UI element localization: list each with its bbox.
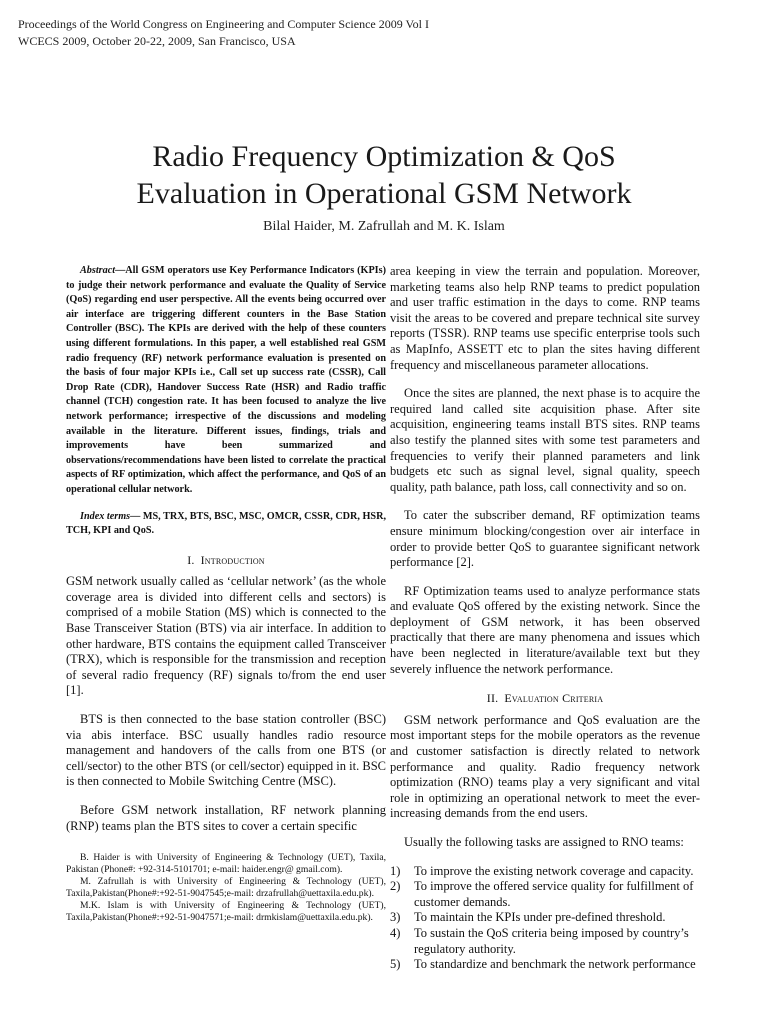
list-number: 1) — [390, 863, 401, 878]
paragraph: area keeping in view the terrain and population. Moreover, marketing teams also help RNP teams to predict population and user traffic estimation in the days to come. RNP teams visit the areas to be covered and prepare technical site survey reports (TSSR). RNP teams use specific enterprise tools such as MapInfo, ASSETT etc to plan the sites having different frequency and miscellaneous parameter allocations. — [390, 264, 700, 372]
list-item — [390, 926, 700, 957]
paragraph: Once the sites are planned, the next phase is to acquire the required land called site acquisition phase. After site acquisition, engineering teams install BTS sites. RNP teams also testify the planned sites with some test parameters and frequencies to verify their planned parameters and link budgets etc such as signal level, signal quality, speech quality, path balance, path loss, call connectivity and so on. — [390, 386, 700, 494]
section-title: Introduction — [200, 552, 265, 567]
list-number: 4) — [390, 925, 401, 940]
title-line-2: Evaluation in Operational GSM Network — [136, 177, 632, 210]
paragraph: Usually the following tasks are assigned to RNO teams: — [404, 835, 684, 849]
header-line-2: WCECS 2009, October 20-22, 2009, San Francisco, USA — [18, 34, 296, 48]
section-number: I. — [187, 552, 195, 567]
list-item — [390, 957, 700, 973]
title-line-1: Radio Frequency Optimization & QoS — [152, 140, 616, 173]
index-terms-lead: Index terms — [80, 510, 131, 522]
header-line-1: Proceedings of the World Congress on Engineering and Computer Science 2009 Vol I — [18, 17, 429, 31]
footnote: B. Haider is with University of Engineering & Technology (UET), Taxila, Pakistan (Phone#: +92-314-5101701; e-mail: haider.engr@ gmail.com). — [66, 852, 386, 876]
paragraph: BTS is then connected to the base station controller (BSC) via abis interface. BSC usually handles radio resource management and handovers of the calls from one BTS (or cell/sector) to the other BTS (or cell/sector) equipped in it. BSC is then connected to Mobile Switching Centre (MSC). — [66, 712, 386, 789]
list-number: 3) — [390, 910, 401, 925]
paragraph: Before GSM network installation, RF network planning (RNP) teams plan the BTS sites to cover a certain specific — [66, 803, 386, 833]
paragraph: RF Optimization teams used to analyze performance stats and evaluate QoS offered by the existing network. Since the deployment of GSM network, it has been observed practically that there are many phenomena and issues which have been neglected in literature/available text but they severely influence the network performance. — [390, 583, 700, 676]
section-title: Evaluation Criteria — [504, 691, 604, 706]
task-list — [390, 864, 700, 973]
abstract-text: —All GSM operators use Key Performance Indicators (KPIs) to judge their network performance and evaluate the Quality of Service (QoS) regarding end user perspective. All the events being occurred over air interface are triggering different counters in the Base Station Controller (BSC). The KPIs are derived with the help of these counters using different formulations. In this paper, a well established real GSM radio frequency (RF) network performance evaluation is presented on the basis of four major KPIs i.e., Call set up success rate (CSSR), Call Drop Rate (CDR), Handover Success Rate (HSR) and Radio traffic channel (TCH) congestion rate. It has been focused to analyze the live network performance; irrespective of the discussions and modeling available in the literature. Different issues, findings, trials and improvements have been summarized and observations/recommendations have been listed to correlate the practical aspects of RF optimization, which affect the performance, and QoS of an operational cellular network. — [66, 265, 386, 495]
footnote: M. Zafrullah is with University of Engineering & Technology (UET), Taxila,Pakistan(Phone#:+92-51-9047545;e-mail: drzafrullah@uettaxila.edu.pk). — [66, 876, 386, 900]
list-item — [390, 879, 700, 910]
authors: Bilal Haider, M. Zafrullah and M. K. Islam — [263, 219, 505, 234]
paragraph: To cater the subscriber demand, RF optimization teams ensure minimum blocking/congestion over air interface in order to provide better QoS to guarantee significant network performance [2]. — [390, 508, 700, 570]
footnotes — [66, 852, 386, 924]
footnote: M.K. Islam is with University of Engineering & Technology (UET), Taxila,Pakistan(Phone#:+92-51-9047571;e-mail: drmkislam@uettaxila.edu.pk). — [66, 900, 386, 924]
abstract — [66, 264, 386, 498]
section-heading-introduction — [66, 553, 386, 569]
list-text: To improve the existing network coverage and capacity. — [414, 863, 694, 878]
proceedings-header — [18, 16, 718, 50]
list-number: 5) — [390, 957, 401, 972]
list-text: To sustain the QoS criteria being imposed by country’s regulatory authority. — [414, 925, 689, 956]
paper-title — [0, 138, 768, 212]
index-terms-text: — MS, TRX, BTS, BSC, MSC, OMCR, CSSR, CDR, HSR, TCH, KPI and QoS. — [66, 510, 387, 537]
right-column — [390, 264, 700, 973]
abstract-lead: Abstract — [80, 265, 116, 276]
section-heading-evaluation-criteria — [390, 691, 700, 707]
paragraph: GSM network usually called as ‘cellular network’ (as the whole coverage area is divided into different cells and sectors) is comprised of a mobile Station (MS) which is connected to the Base Transceiver Station (BTS) via air interface. In addition to other hardware, BTS contains the equipment called Transceiver (TRX), which is responsible for the transmission and reception of several radio frequency (RF) signals to/from the end user [1]. — [66, 574, 386, 698]
left-column — [66, 264, 386, 924]
section-number: II. — [486, 691, 499, 706]
index-terms — [66, 510, 386, 539]
list-text: To standardize and benchmark the network performance — [414, 957, 696, 972]
list-number: 2) — [390, 879, 401, 894]
list-item — [390, 910, 700, 926]
list-item — [390, 864, 700, 880]
paragraph: GSM network performance and QoS evaluation are the most important steps for the mobile operators as the revenue and customer satisfaction is directly related to network performance and quality. Radio frequency network optimization (RNO) teams play a very significant and vital role in optimizing an operational network to meet the ever-increasing demands from the end users. — [390, 712, 700, 821]
list-text: To maintain the KPIs under pre-defined threshold. — [414, 910, 666, 925]
list-text: To improve the offered service quality for fulfillment of customer demands. — [414, 879, 694, 909]
